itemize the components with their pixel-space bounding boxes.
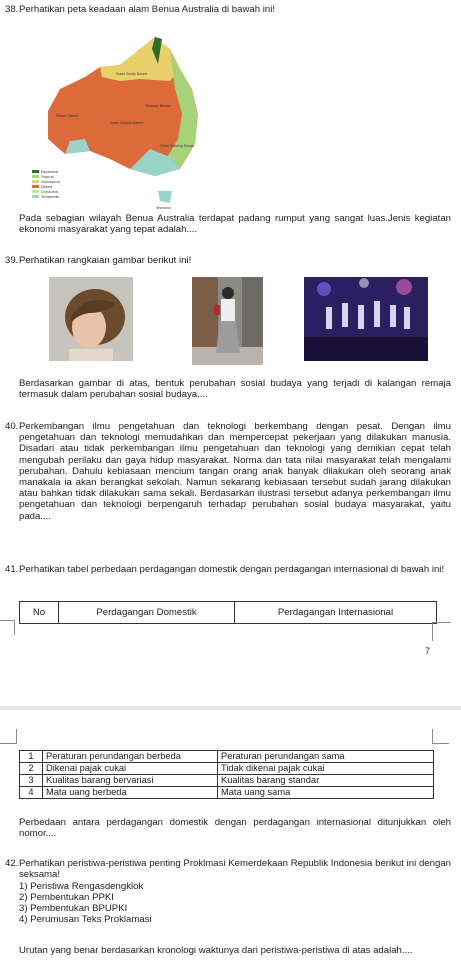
question-body: Perbedaan antara perdagangan domestik dengan perdagangan internasional ditunjukkan oleh nomor.... xyxy=(19,817,451,840)
map-label: Great Dividing Range xyxy=(160,144,195,148)
comparison-table-body xyxy=(19,750,434,799)
table-row: 1 Peraturan perundangan berbeda Peraturan perundangan sama xyxy=(20,751,434,763)
question-number: 40. xyxy=(5,421,19,432)
table-header-domestic: Perdagangan Domestik xyxy=(59,602,235,624)
question-number: 42. xyxy=(5,858,19,869)
table-row: 3 Kualitas barang bervariasi Kualitas barang standar xyxy=(20,775,434,787)
table-row: 2 Dikenai pajak cukai Tidak dikenai pajak cukai xyxy=(20,763,434,775)
table-header-no: No xyxy=(20,602,59,624)
list-item: 2) Pembentukan PPKI xyxy=(19,892,114,903)
crop-mark xyxy=(0,729,17,744)
question-intro: Perhatikan rangkaian gambar berikut ini! xyxy=(19,255,192,266)
question-body: Urutan yang benar berdasarkan kronologi waktunya dari peristiwa-peristiwa di atas adalah.... xyxy=(19,945,413,956)
legend-item: Temperate xyxy=(41,195,60,199)
legend-item: Tropical xyxy=(41,175,54,179)
list-item: 4) Perumusan Teks Proklamasi xyxy=(19,914,152,925)
legend-item: Equatorial xyxy=(41,170,59,174)
comparison-table-header xyxy=(19,601,437,624)
list-item: 3) Pembentukan BPUPKI xyxy=(19,903,128,914)
table-row: 4 Mata uang berbeda Mata uang sama xyxy=(20,787,434,799)
photo-street-fashion xyxy=(192,277,263,365)
event-list xyxy=(19,881,152,925)
question-intro: Perhatikan peristiwa-peristiwa penting Proklmasi Kemerdekaan Republik Indonesia berikut ini dengan seksama! xyxy=(19,858,451,881)
question-number: 38. xyxy=(5,4,19,15)
crop-mark xyxy=(432,729,449,744)
photo-kpop-concert xyxy=(304,277,428,361)
legend-item: Grassland xyxy=(41,190,58,194)
map-label: Great Sandy Desert xyxy=(116,72,148,76)
question-number: 41. xyxy=(5,564,19,575)
question-body: Perkembangan ilmu pengetahuan dan teknologi berkembang dengan pesat. Dengan ilmu pengetahuan dan teknologi memudahkan dan mempercepat pekerjaan yang dilakukan manusia. Disadari atau tidak perkembangan ilmu pengetahuan dan teknologi yang demikian cepat telah mengubah perilaku dan gaya hidup masyarakat. Norma dan tata nilai masyarakat telah mengalami perubahan. Dahulu kebiasaan mencium tangan orang anak banyak dilakukan oleh seorang anak manakala ia akan berangkat sekolah. Namun sekarang kebiasaan tersebut sudah jarang dilakukan atau bahkan tidak dilakukan sama sekali. Berdasarkan ilustrasi tersebut adanya perkembangan ilmu pengetahuan dan teknologi berpengaruh terhadap perubahan sosial budaya masyarakat, yaitu pada.... xyxy=(19,421,451,522)
stray-mark: 7 xyxy=(425,646,431,656)
map-label: Simpson Desert xyxy=(145,104,171,108)
map-label: Tasmania xyxy=(156,206,171,210)
map-label: Gibson Desert xyxy=(56,114,79,118)
question-body: Berdasarkan gambar di atas, bentuk perubahan sosial budaya yang terjadi di kalangan remaja termasuk dalam perubahan sosial budaya.... xyxy=(19,378,451,401)
question-intro: Perhatikan tabel perbedaan perdagangan domestik dengan perdagangan internasional di bawah ini! xyxy=(19,564,445,575)
crop-mark xyxy=(432,622,451,641)
australia-map xyxy=(30,29,225,219)
question-number: 39. xyxy=(5,255,19,266)
question-body: Pada sebagian wilayah Benua Australia terdapat padang rumput yang sangat luas.Jenis kegiatan ekonomi masyarakat yang tepat adalah.... xyxy=(19,213,451,236)
map-label: Great Victoria Desert xyxy=(110,121,144,125)
page-separator xyxy=(0,706,461,710)
photo-hairstyle xyxy=(49,277,133,361)
list-item: 1) Peristiwa Rengasdengklok xyxy=(19,881,144,892)
legend-item: Subtropical xyxy=(41,180,61,184)
legend-item: Desert xyxy=(41,185,53,189)
crop-mark xyxy=(0,620,15,635)
question-intro: Perhatikan peta keadaan alam Benua Australia di bawah ini! xyxy=(19,4,276,15)
table-header-international: Perdagangan Internasional xyxy=(235,602,437,624)
